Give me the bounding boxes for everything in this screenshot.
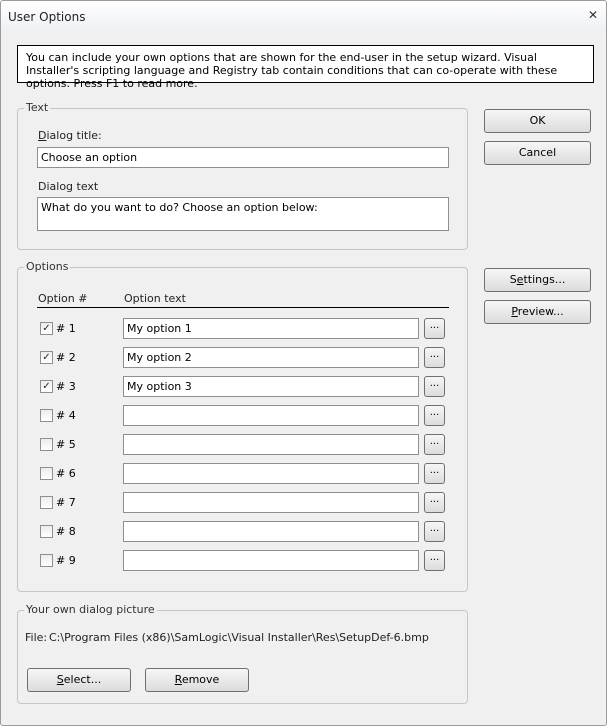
option-browse-button[interactable]: ... (424, 521, 445, 542)
option-text-input[interactable]: My option 2 (123, 347, 419, 368)
option-number-label: # 3 (56, 380, 76, 393)
option-checkbox[interactable] (40, 438, 53, 451)
picture-group (17, 603, 468, 704)
option-browse-button[interactable]: ... (424, 405, 445, 426)
option-number-label: # 2 (56, 351, 76, 364)
header-separator (37, 307, 449, 308)
option-number-label: # 7 (56, 496, 76, 509)
option-text-input[interactable] (123, 463, 419, 484)
option-browse-button[interactable]: ... (424, 492, 445, 513)
option-text-input[interactable] (123, 492, 419, 513)
file-label: File: (25, 631, 48, 644)
close-icon[interactable]: ✕ (587, 8, 598, 22)
dialog-client (3, 31, 604, 724)
option-checkbox[interactable] (40, 496, 53, 509)
title-bar (1, 1, 606, 31)
remove-button[interactable]: Remove (145, 668, 249, 692)
option-checkbox[interactable] (40, 467, 53, 480)
option-text-input[interactable]: My option 1 (123, 318, 419, 339)
option-checkbox[interactable] (40, 525, 53, 538)
option-text-input[interactable] (123, 405, 419, 426)
option-checkbox[interactable]: ✓ (40, 322, 53, 335)
option-number-header: Option # (38, 292, 88, 305)
file-path: C:\Program Files (x86)\SamLogic\Visual Installer\Res\SetupDef-6.bmp (49, 631, 429, 644)
cancel-button[interactable]: Cancel (484, 141, 591, 165)
window-title: User Options (8, 10, 86, 24)
text-group (17, 101, 468, 250)
option-browse-button[interactable]: ... (424, 347, 445, 368)
dialog-title-label: Dialog title: (38, 129, 102, 142)
option-number-label: # 4 (56, 409, 76, 422)
option-number-label: # 1 (56, 322, 76, 335)
info-text: You can include your own options that are shown for the end-user in the setup wizard. Visual Installer's scripting language and Registry tab contain conditions that can co-operate with these options. Press F1 to read more. (17, 45, 594, 83)
picture-group-legend: Your own dialog picture (26, 603, 155, 616)
option-browse-button[interactable]: ... (424, 318, 445, 339)
preview-button[interactable]: Preview... (484, 300, 591, 324)
option-text-header: Option text (124, 292, 186, 305)
option-checkbox[interactable] (40, 409, 53, 422)
text-group-legend: Text (26, 101, 49, 114)
options-group (17, 260, 468, 592)
option-text-input[interactable] (123, 550, 419, 571)
option-checkbox[interactable]: ✓ (40, 351, 53, 364)
option-text-input[interactable] (123, 521, 419, 542)
option-number-label: # 8 (56, 525, 76, 538)
option-browse-button[interactable]: ... (424, 434, 445, 455)
option-checkbox[interactable]: ✓ (40, 380, 53, 393)
option-browse-button[interactable]: ... (424, 550, 445, 571)
option-checkbox[interactable] (40, 554, 53, 567)
settings-button[interactable]: Settings... (484, 268, 591, 292)
option-browse-button[interactable]: ... (424, 376, 445, 397)
option-number-label: # 5 (56, 438, 76, 451)
dialog-text-input[interactable]: What do you want to do? Choose an option below: (37, 197, 449, 231)
options-group-legend: Options (26, 260, 69, 273)
dialog-title-input[interactable]: Choose an option (37, 147, 449, 168)
option-text-input[interactable]: My option 3 (123, 376, 419, 397)
option-browse-button[interactable]: ... (424, 463, 445, 484)
select-button[interactable]: Select... (27, 668, 131, 692)
option-text-input[interactable] (123, 434, 419, 455)
option-number-label: # 9 (56, 554, 76, 567)
option-number-label: # 6 (56, 467, 76, 480)
ok-button[interactable]: OK (484, 109, 591, 133)
dialog-text-label: Dialog text (38, 180, 99, 193)
